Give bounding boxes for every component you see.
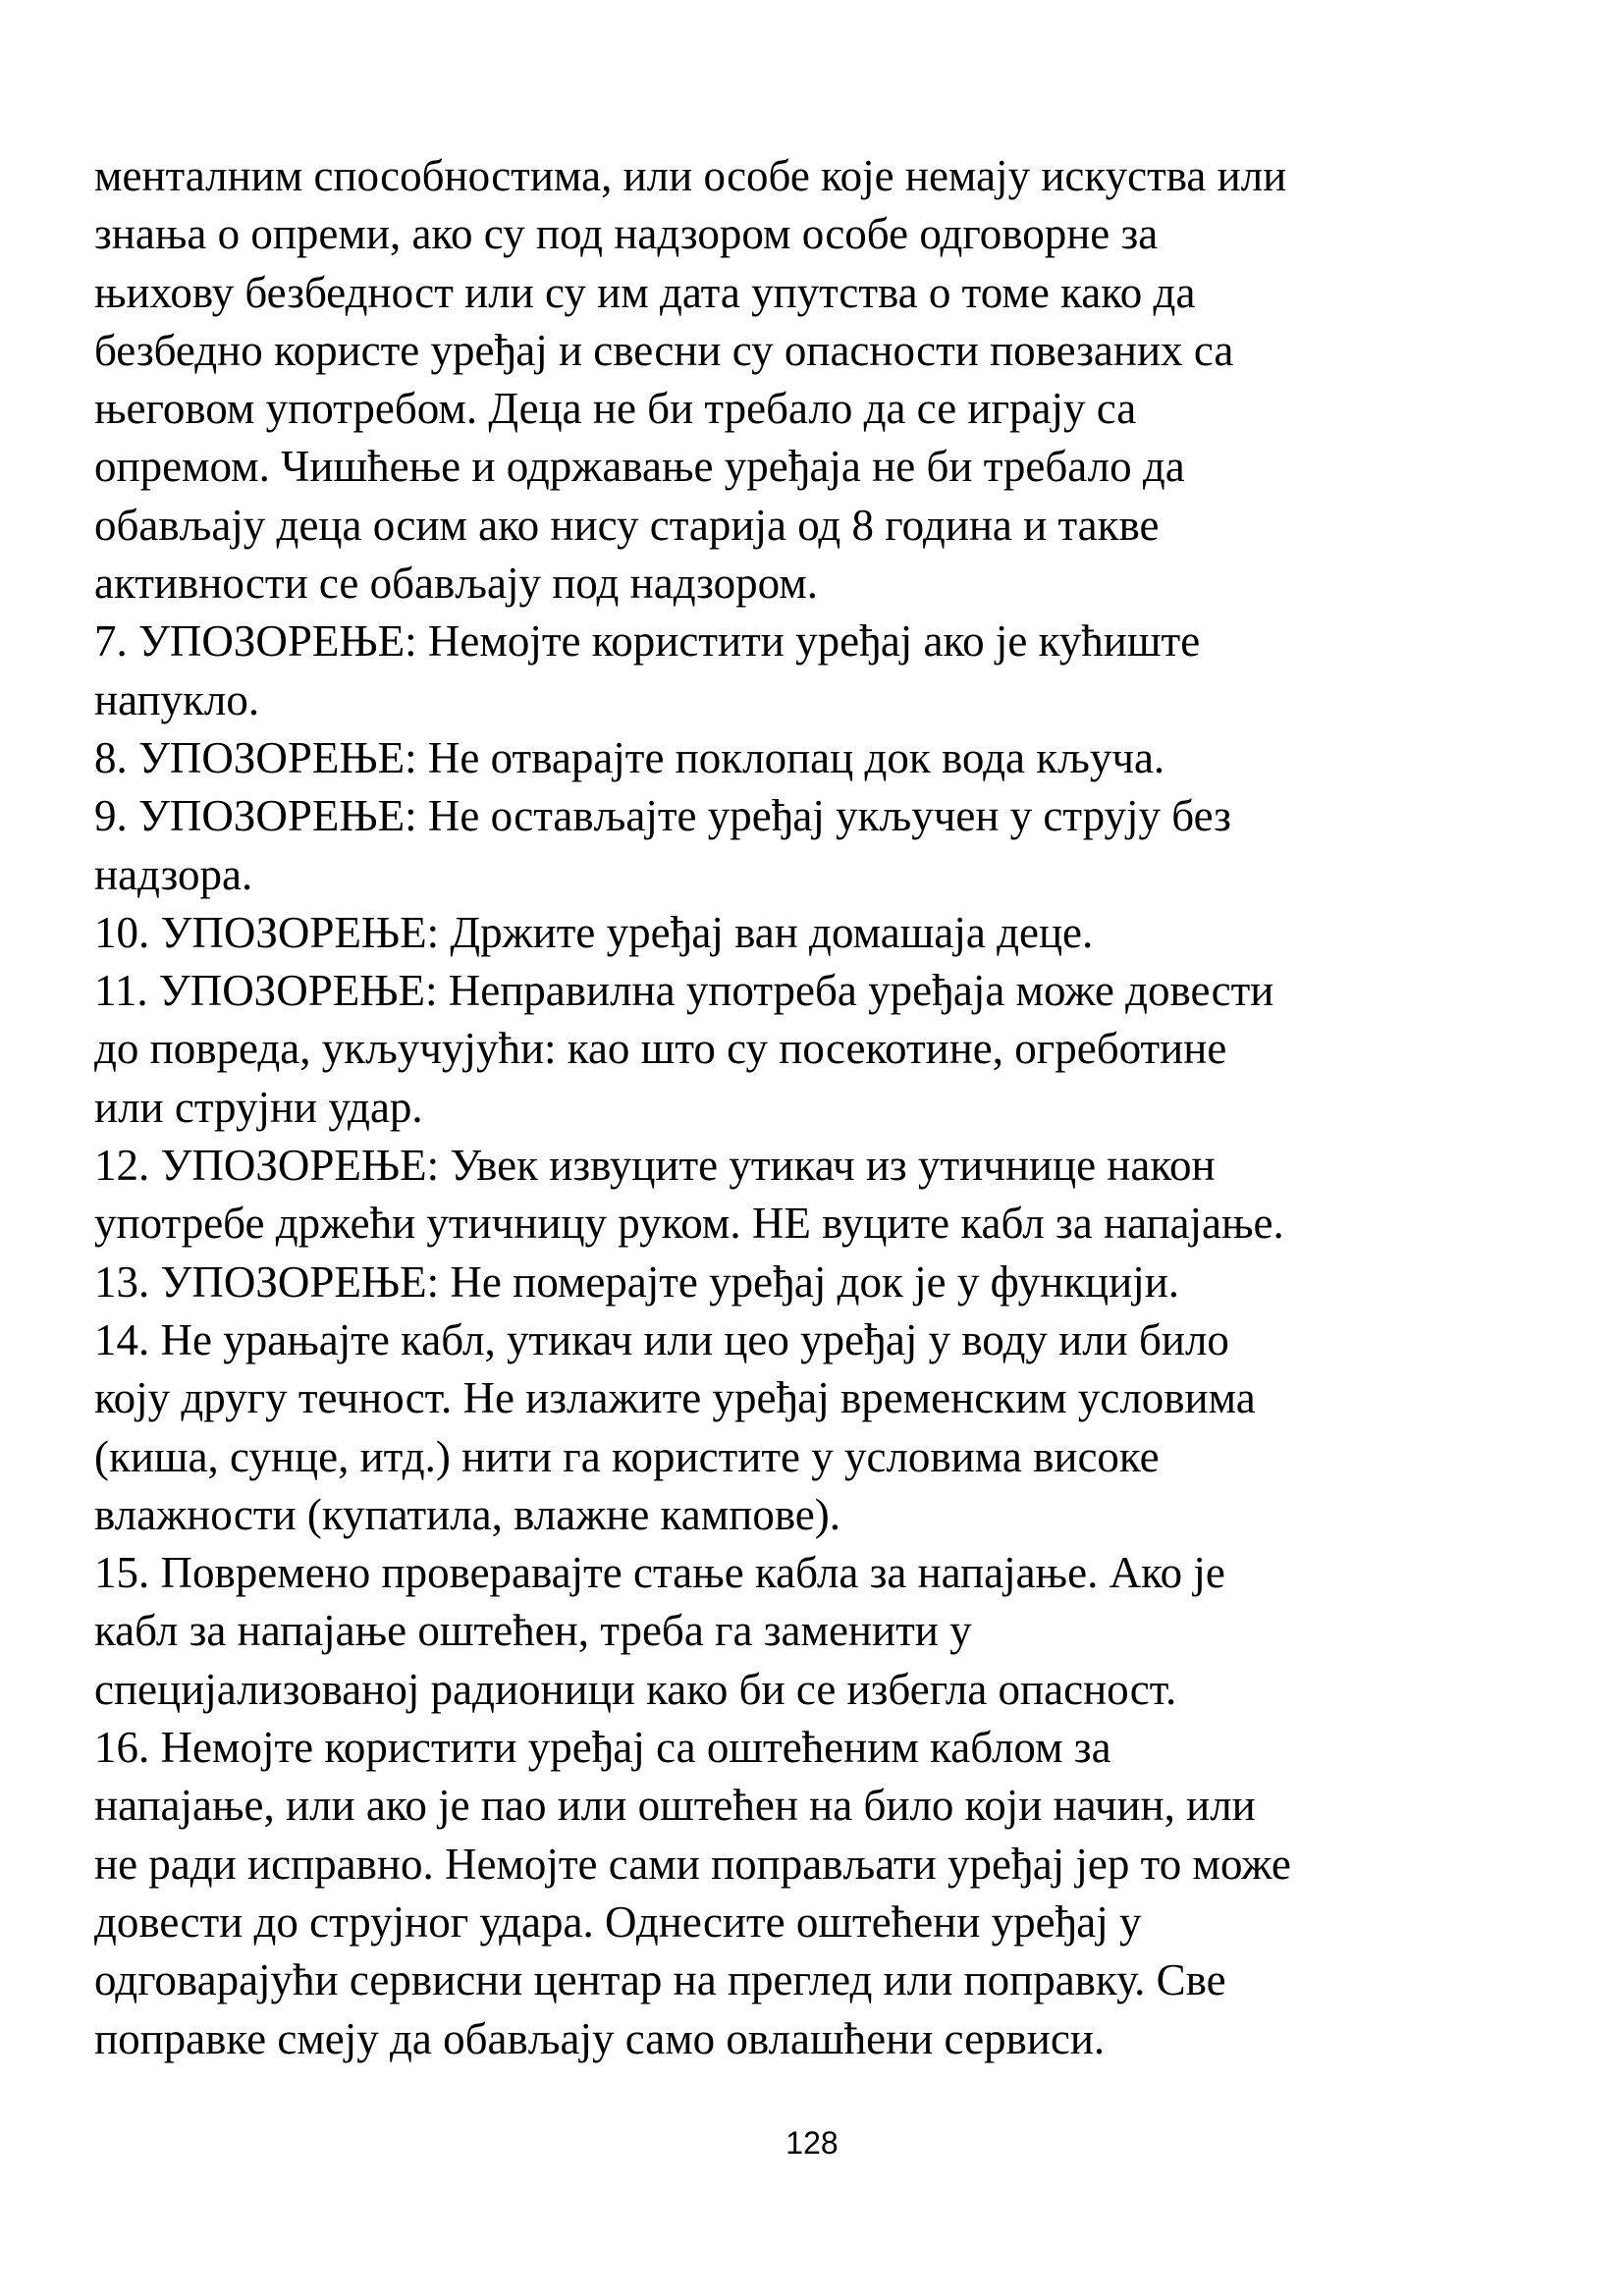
text-line: напајање, или ако је пао или оштећен на било који начин, или	[94, 1781, 1256, 1831]
text-line: (киша, сунце, итд.) нити га користите у условима високе	[94, 1431, 1160, 1481]
text-line: менталним способностима, или особе које немају искуства или	[94, 151, 1287, 200]
list-item-15: 15. Повремено проверавајте стање кабла за напајање. Ако је	[94, 1548, 1225, 1598]
text-line: влажности (купатила, влажне кампове).	[94, 1489, 841, 1539]
text-line: знања о опреми, ако су под надзором особе одговорне за	[94, 209, 1159, 259]
text-line: обављају деца осим ако нису старија од 8 година и такве	[94, 500, 1160, 550]
text-line: безбедно користе уређај и свесни су опасности повезаних са	[94, 325, 1234, 375]
text-line: или струјни удар.	[94, 1082, 423, 1132]
text-line: довести до струјног удара. Однесите оштећени уређај у	[94, 1896, 1142, 1947]
text-line: опремом. Чишћење и одржавање уређаја не би требало да	[94, 442, 1185, 492]
list-item-16: 16. Немојте користити уређај са оштећеним каблом за	[94, 1723, 1111, 1773]
text-line: не ради исправно. Немојте сами поправљати уређај јер то може	[94, 1839, 1291, 1889]
warning-item-10: 10. УПОЗОРЕЊЕ: Држите уређај ван домашаја деце.	[94, 907, 1094, 957]
text-line: активности се обављају под надзором.	[94, 559, 819, 609]
warning-item-11: 11. УПОЗОРЕЊЕ: Неправилна употреба уређаја може довести	[94, 966, 1274, 1016]
warning-item-12: 12. УПОЗОРЕЊЕ: Увек извуците утикач из утичнице након	[94, 1141, 1216, 1191]
text-line: одговарајући сервисни центар на преглед или поправку. Све	[94, 1955, 1226, 2005]
body-text	[94, 147, 1547, 2068]
text-line: њихову безбедност или су им дата упутства о томе како да	[94, 267, 1196, 317]
text-line: напукло.	[94, 674, 260, 724]
warning-item-8: 8. УПОЗОРЕЊЕ: Не отварајте поклопац док вода кључа.	[94, 732, 1165, 782]
list-item-14: 14. Не урањајте кабл, утикач или цео уређај у воду или било	[94, 1314, 1229, 1364]
text-line: употребе држећи утичницу руком. НЕ вуците кабл за напајање.	[94, 1199, 1284, 1249]
text-line: поправке смеју да обављају само овлашћени сервиси.	[94, 2013, 1106, 2063]
warning-item-9: 9. УПОЗОРЕЊЕ: Не остављајте уређај укључен у струју без	[94, 791, 1231, 841]
text-line: до повреда, укључујући: као што су посекотине, огреботине	[94, 1024, 1227, 1074]
text-line: надзора.	[94, 849, 253, 899]
text-line: његовом употребом. Деца не би требало да се играју са	[94, 384, 1137, 434]
page-number: 128	[785, 2125, 839, 2161]
warning-item-7: 7. УПОЗОРЕЊЕ: Немојте користити уређај ако је кућиште	[94, 616, 1201, 667]
text-line: коју другу течност. Не излажите уређај временским условима	[94, 1373, 1256, 1423]
text-line: специјализованој радионици како би се избегла опасност.	[94, 1664, 1177, 1714]
text-line: кабл за напајање оштећен, треба га заменити у	[94, 1606, 972, 1656]
warning-item-13: 13. УПОЗОРЕЊЕ: Не померајте уређај док је у функцији.	[94, 1256, 1180, 1307]
